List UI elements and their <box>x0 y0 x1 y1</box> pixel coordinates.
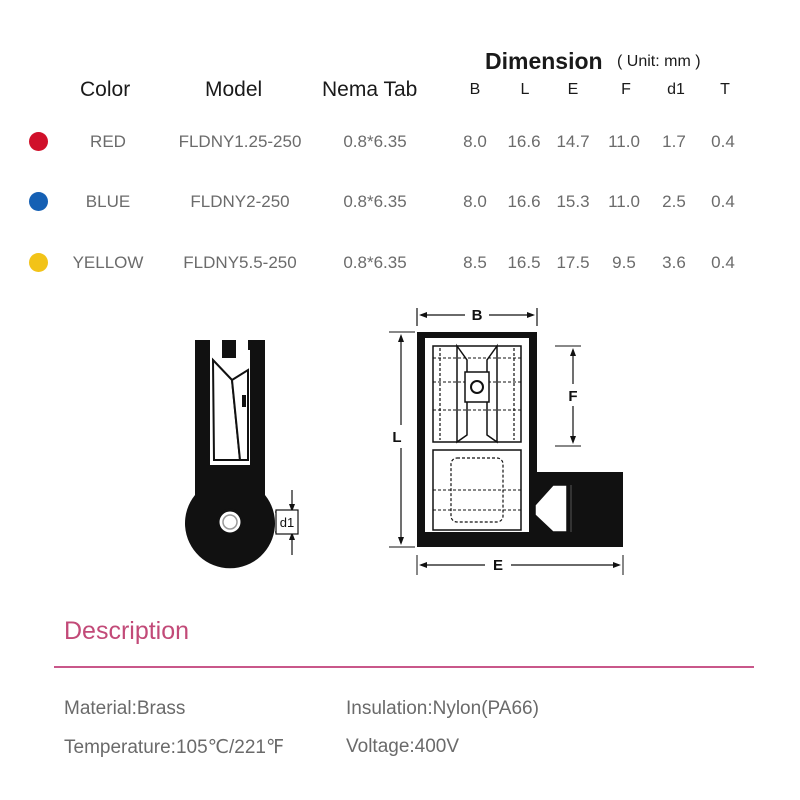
label-l: L <box>392 429 402 446</box>
row-dim-e: 17.5 <box>556 253 590 272</box>
spec-voltage: Voltage:400V <box>346 736 460 757</box>
row-dim-t: 0.4 <box>711 253 735 272</box>
side-view-drawing <box>180 330 310 580</box>
dim-header-d1: d1 <box>667 81 685 98</box>
header-model: Model <box>205 78 263 101</box>
row-model: FLDNY1.25-250 <box>178 132 302 151</box>
row-dim-b: 8.5 <box>463 253 487 272</box>
dim-header-b: B <box>469 81 481 98</box>
row-dim-d1: 1.7 <box>662 132 686 151</box>
label-d1: d1 <box>279 515 295 530</box>
row-dim-f: 11.0 <box>608 132 640 151</box>
header-color: Color <box>80 78 131 101</box>
row-dim-b: 8.0 <box>463 192 487 211</box>
row-dim-f: 11.0 <box>608 192 640 211</box>
spec-material: Material:Brass <box>64 698 186 719</box>
row-dim-t: 0.4 <box>711 192 735 211</box>
dim-header-e: E <box>567 81 579 98</box>
row-dim-t: 0.4 <box>711 132 735 151</box>
row-nema-tab: 0.8*6.35 <box>343 132 407 151</box>
row-dim-e: 15.3 <box>556 192 590 211</box>
description-divider <box>54 666 754 668</box>
dimension-title: Dimension <box>485 48 603 74</box>
color-dot <box>29 132 48 151</box>
spec-temperature: Temperature:105℃/221℉ <box>64 737 285 758</box>
row-dim-l: 16.5 <box>507 253 541 272</box>
color-dot <box>29 192 48 211</box>
row-dim-b: 8.0 <box>463 132 487 151</box>
front-view-drawing <box>385 300 635 585</box>
dimension-unit: ( Unit: mm ) <box>617 53 701 70</box>
description-title: Description <box>64 617 190 645</box>
label-e: E <box>492 557 504 574</box>
row-dim-e: 14.7 <box>556 132 590 151</box>
row-color-name: YELLOW <box>72 253 144 272</box>
label-f: F <box>568 388 578 405</box>
row-dim-d1: 3.6 <box>662 253 686 272</box>
row-model: FLDNY2-250 <box>190 192 290 211</box>
row-dim-d1: 2.5 <box>662 192 686 211</box>
row-color-name: RED <box>90 132 126 151</box>
color-dot <box>29 253 48 272</box>
spec-insulation: Insulation:Nylon(PA66) <box>346 698 539 719</box>
row-color-name: BLUE <box>85 192 131 211</box>
dim-header-t: T <box>720 81 730 98</box>
row-dim-f: 9.5 <box>612 253 636 272</box>
row-nema-tab: 0.8*6.35 <box>343 253 407 272</box>
dim-header-l: L <box>520 81 530 98</box>
label-b: B <box>471 307 483 324</box>
header-nema-tab: Nema Tab <box>322 78 418 101</box>
row-dim-l: 16.6 <box>507 132 541 151</box>
row-dim-l: 16.6 <box>507 192 541 211</box>
row-model: FLDNY5.5-250 <box>183 253 297 272</box>
row-nema-tab: 0.8*6.35 <box>343 192 407 211</box>
dim-header-f: F <box>621 81 631 98</box>
